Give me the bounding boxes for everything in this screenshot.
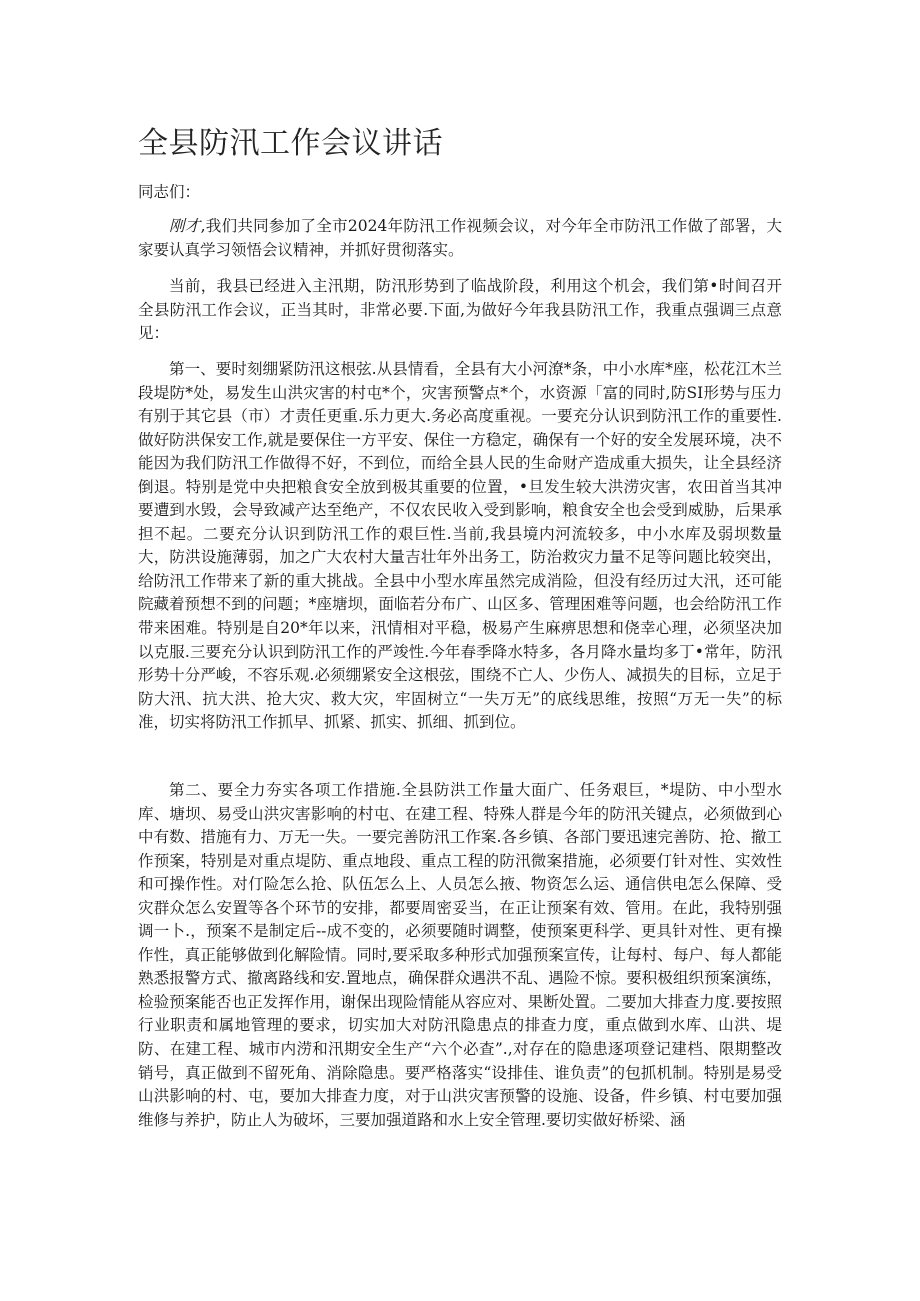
paragraph-3-text: 第一、要时刻绷紧防汛这根弦.从县情看，全县有大小河潦*条，中小水库*座，松花江木兰段堤防*处，易发生山洪灾害的村屯*个，灾害预警点*个，水资源「富的同时,防SI形势与压力有别于其它县（市）才责任更重.乐力更大.务必高度重视。一要充分认识到防汛工作的重要性.做好防洪保安工作,就是要保住一方平安、保住一方稳定，确保有一个好的安全发展环境，决不能因为我们防汛工作做得不好，不到位，而给全县人民的生命财产造成重大损失，让全县经济倒退。特别是党中央把粮食安全放到极其重要的位置，•旦发生较大洪涝灾害，农田首当其冲要遭到水毁，会导致减产达至绝产，不仅农民收入受到影响，粮食安全也会受到威胁，后果承担不起。二要充分认识到防汛工作的艰巨性.当前,我县境内河流较多，中小水库及弱坝数量大，防洪设施薄弱，加之广大农村大量吉壮年外出务工，防治救灾力量不足等问题比较突出，给防汛工作带来了新的重大挑战。全县中小型水库虽然完成消险，但没有经历过大汛，还可能院藏着预想不到的问题；*座塘坝，面临若分布广、山区多、管理困难等问题，也会给防汛工作带来困难。特别是自20*年以来，汛情相对平稳，极易产生麻痹思想和侥幸心理，必须坚决加以克服.三要充分认识到防汛工作的严竣性.今年春季降水特多，各月降水量均多丁•常年，防汛形势十分严峻，不容乐观.必须绷紧安全这根弦，围绕不亡人、少伤人、减损失的目标，立足于防大汛、抗大洪、抢大灾、救大灾，牢固树立“一失万无”的底线思维，按照“万无一失”的标准，切实将防汛工作抓早、抓紧、抓实、抓细、抓到位。 <box>138 360 782 732</box>
document-title: 全县防汛工作会议讲话 <box>138 126 443 161</box>
paragraph-3 <box>138 358 782 735</box>
paragraph-1-lead: 刚才 <box>169 217 201 235</box>
paragraph-1-text: ,我们共同参加了全市2024年防汛工作视频会议，对今年全市防汛工作做了部署，大家要认真学习领悟会议精神，并抓好贯彻落实。 <box>138 217 782 259</box>
greeting: 同志们： <box>138 183 201 201</box>
paragraph-2 <box>138 275 782 346</box>
paragraph-1 <box>138 215 782 262</box>
paragraph-4-text: 第二、要全力夯实各项工作措施.全县防洪工作量大面广、任务艰巨，*堤防、中小型水库、塘坝、易受山洪灾害影响的村屯、在建工程、特殊人群是今年的防汛关键点，必须做到心中有数、措施有力、万无一失。一要完善防汛工作案.各乡镇、各部门要迅速完善防、抢、撤工作预案，特别是对重点堤防、重点地段、重点工程的防汛微案措施，必须要仃针对性、实效性和可操作性。对仃险怎么抢、队伍怎么上、人员怎么掖、物资怎么运、通信供电怎么保障、受灾群众怎么安置等各个环节的安排，都要周密妥当，在正让预案有效、管用。在此，我特别强调一卜.，预案不是制定后--成不变的，必须要随时调整，使预案更科学、更具针对性、更有操作性，真正能够做到化解险情。同时,要采取多种形式加强预案宣传，让每村、每户、每人都能熟悉报警方式、撤离路线和安.置地点，确保群众遇洪不乱、遇险不惊。要积极组织预案演练，检验预案能否也正发挥作用，谢保出现险情能从容应对、果断处置。二要加大排查力度.要按照行业职责和属地管理的要求，切实加大对防汛隐患点的排查力度，重点做到水库、山洪、堤防、在建工程、城市内涝和汛期安全生产“六个必查”.,对存在的隐患逐项登记建档、限期整改销号，真正做到不留死角、消除隐患。要严格落实“设排佳、谁负责”的包抓机制。特别是易受山洪影响的村、屯，要加大排查力度，对于山洪灾害预警的设施、设备，件乡镇、村屯要加强维修与养护，防止人为破坏，三要加强道路和水上安全管理.要切实做好桥梁、涵 <box>138 781 782 1129</box>
paragraph-2-text: 当前，我县已经进入主汛期，防汛形势到了临战阶段，利用这个机会，我们第•时间召开全县防汛工作会议，正当其时，非常必要.下面,为做好今年我县防汛工作，我重点强调三点意见： <box>138 277 782 343</box>
paragraph-4 <box>138 779 782 1132</box>
